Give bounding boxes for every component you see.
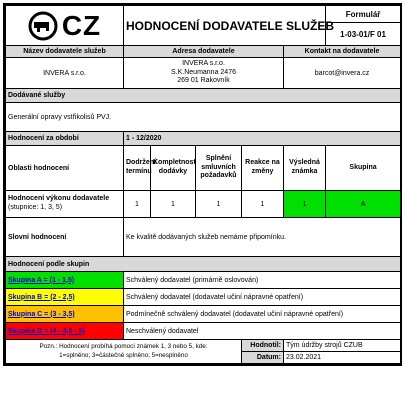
supplier-name: INVERA s.r.o. xyxy=(6,58,124,89)
value-group: A xyxy=(326,191,401,218)
form-title: HODNOCENÍ DODAVATELE SLUŽEB xyxy=(124,6,326,46)
area-label: Oblasti hodnocení xyxy=(6,146,124,191)
logo-cell xyxy=(6,6,124,46)
group-b-name: Skupina B = (2 - 2,5) xyxy=(6,289,124,306)
address-line-1: INVERA s.r.o. xyxy=(182,59,225,67)
group-c-row xyxy=(6,306,401,323)
col-contract: Splnění smluvních požadavků xyxy=(196,146,242,191)
services-text-row xyxy=(6,103,401,132)
address-line-2: S.K.Neumanna 2476 xyxy=(171,68,236,76)
form-label: Formulář xyxy=(326,6,401,23)
supplier-address-label: Adresa dodavatele xyxy=(124,46,284,58)
services-text: Generální opravy vstřikolisů PVJ. xyxy=(6,103,401,132)
value-contract: 1 xyxy=(196,191,242,218)
supplier-contact: barcot@invera.cz xyxy=(284,58,401,89)
group-b-row xyxy=(6,289,401,306)
form-table xyxy=(5,5,401,364)
performance-label xyxy=(6,191,124,218)
address-line-3: 269 01 Rakovník xyxy=(177,77,230,85)
form-number: 1-03-01/F 01 xyxy=(326,23,401,46)
col-grade: Výsledná známka xyxy=(284,146,326,191)
footer-note-line-2: 1=splněno; 3=částečně splněno; 5=nesplněno xyxy=(59,351,188,359)
supplier-values-row xyxy=(6,58,401,89)
performance-title: Hodnocení výkonu dodavatele xyxy=(8,195,110,203)
verbal-row xyxy=(6,218,401,257)
group-d-name: Skupina D = (4 - 4,5 - 5) xyxy=(6,323,124,340)
cz-logo-icon xyxy=(28,11,58,41)
evaluation-values-row xyxy=(6,191,401,218)
group-a-row xyxy=(6,272,401,289)
services-label-row xyxy=(6,89,401,103)
evaluation-form xyxy=(3,3,402,366)
col-completeness: Kompletnost dodávky xyxy=(151,146,196,191)
footer-row-1 xyxy=(6,340,401,352)
value-grade: 1 xyxy=(284,191,326,218)
col-changes: Reakce na změny xyxy=(242,146,284,191)
services-label: Dodávané služby xyxy=(6,89,401,103)
evaluated-by-label: Hodnotil: xyxy=(242,340,284,352)
date-value: 23.02.2021 xyxy=(284,352,401,364)
supplier-labels-row xyxy=(6,46,401,58)
group-d-row xyxy=(6,323,401,340)
groups-label-row xyxy=(6,257,401,272)
footer-note-line-1: Pozn.: Hodnocení probíhá pomocí známek 1, 3 nebo 5, kde: xyxy=(39,343,208,351)
supplier-contact-label: Kontakt na dodavatele xyxy=(284,46,401,58)
period-value: 1 - 12/2020 xyxy=(124,132,401,146)
verbal-text: Ke kvalitě dodávaných služeb nemáme připomínku. xyxy=(124,218,401,257)
period-row xyxy=(6,132,401,146)
col-group: Skupina xyxy=(326,146,401,191)
group-c-desc: Podmínečně schválený dodavatel (dodavatel učiní nápravné opatření) xyxy=(124,306,401,323)
group-a-desc: Schválený dodavatel (primárně oslovován) xyxy=(124,272,401,289)
verbal-label: Slovní hodnocení xyxy=(6,218,124,257)
date-label: Datum: xyxy=(242,352,284,364)
value-completeness: 1 xyxy=(151,191,196,218)
value-deadline: 1 xyxy=(124,191,151,218)
period-label: Hodnocení za období xyxy=(6,132,124,146)
groups-label: Hodnocení podle skupin xyxy=(6,257,401,272)
logo-text: CZ xyxy=(61,9,102,41)
group-c-name: Skupina C = (3 - 3,5) xyxy=(6,306,124,323)
form-header xyxy=(6,6,401,23)
value-changes: 1 xyxy=(242,191,284,218)
footer-note xyxy=(6,340,242,364)
group-a-name: Skupina A = (1 - 1,5) xyxy=(6,272,124,289)
evaluation-header-row xyxy=(6,146,401,191)
evaluated-by: Tým údržby strojů CZUB xyxy=(284,340,401,352)
supplier-address xyxy=(124,58,284,89)
performance-scale: (stupnice: 1, 3, 5) xyxy=(8,204,63,211)
col-deadline: Dodržení termínu xyxy=(124,146,151,191)
group-d-desc: Neschválený dodavatel xyxy=(124,323,401,340)
group-b-desc: Schválený dodavatel (dodavatel učiní nápravné opatření) xyxy=(124,289,401,306)
supplier-name-label: Název dodavatele služeb xyxy=(6,46,124,58)
